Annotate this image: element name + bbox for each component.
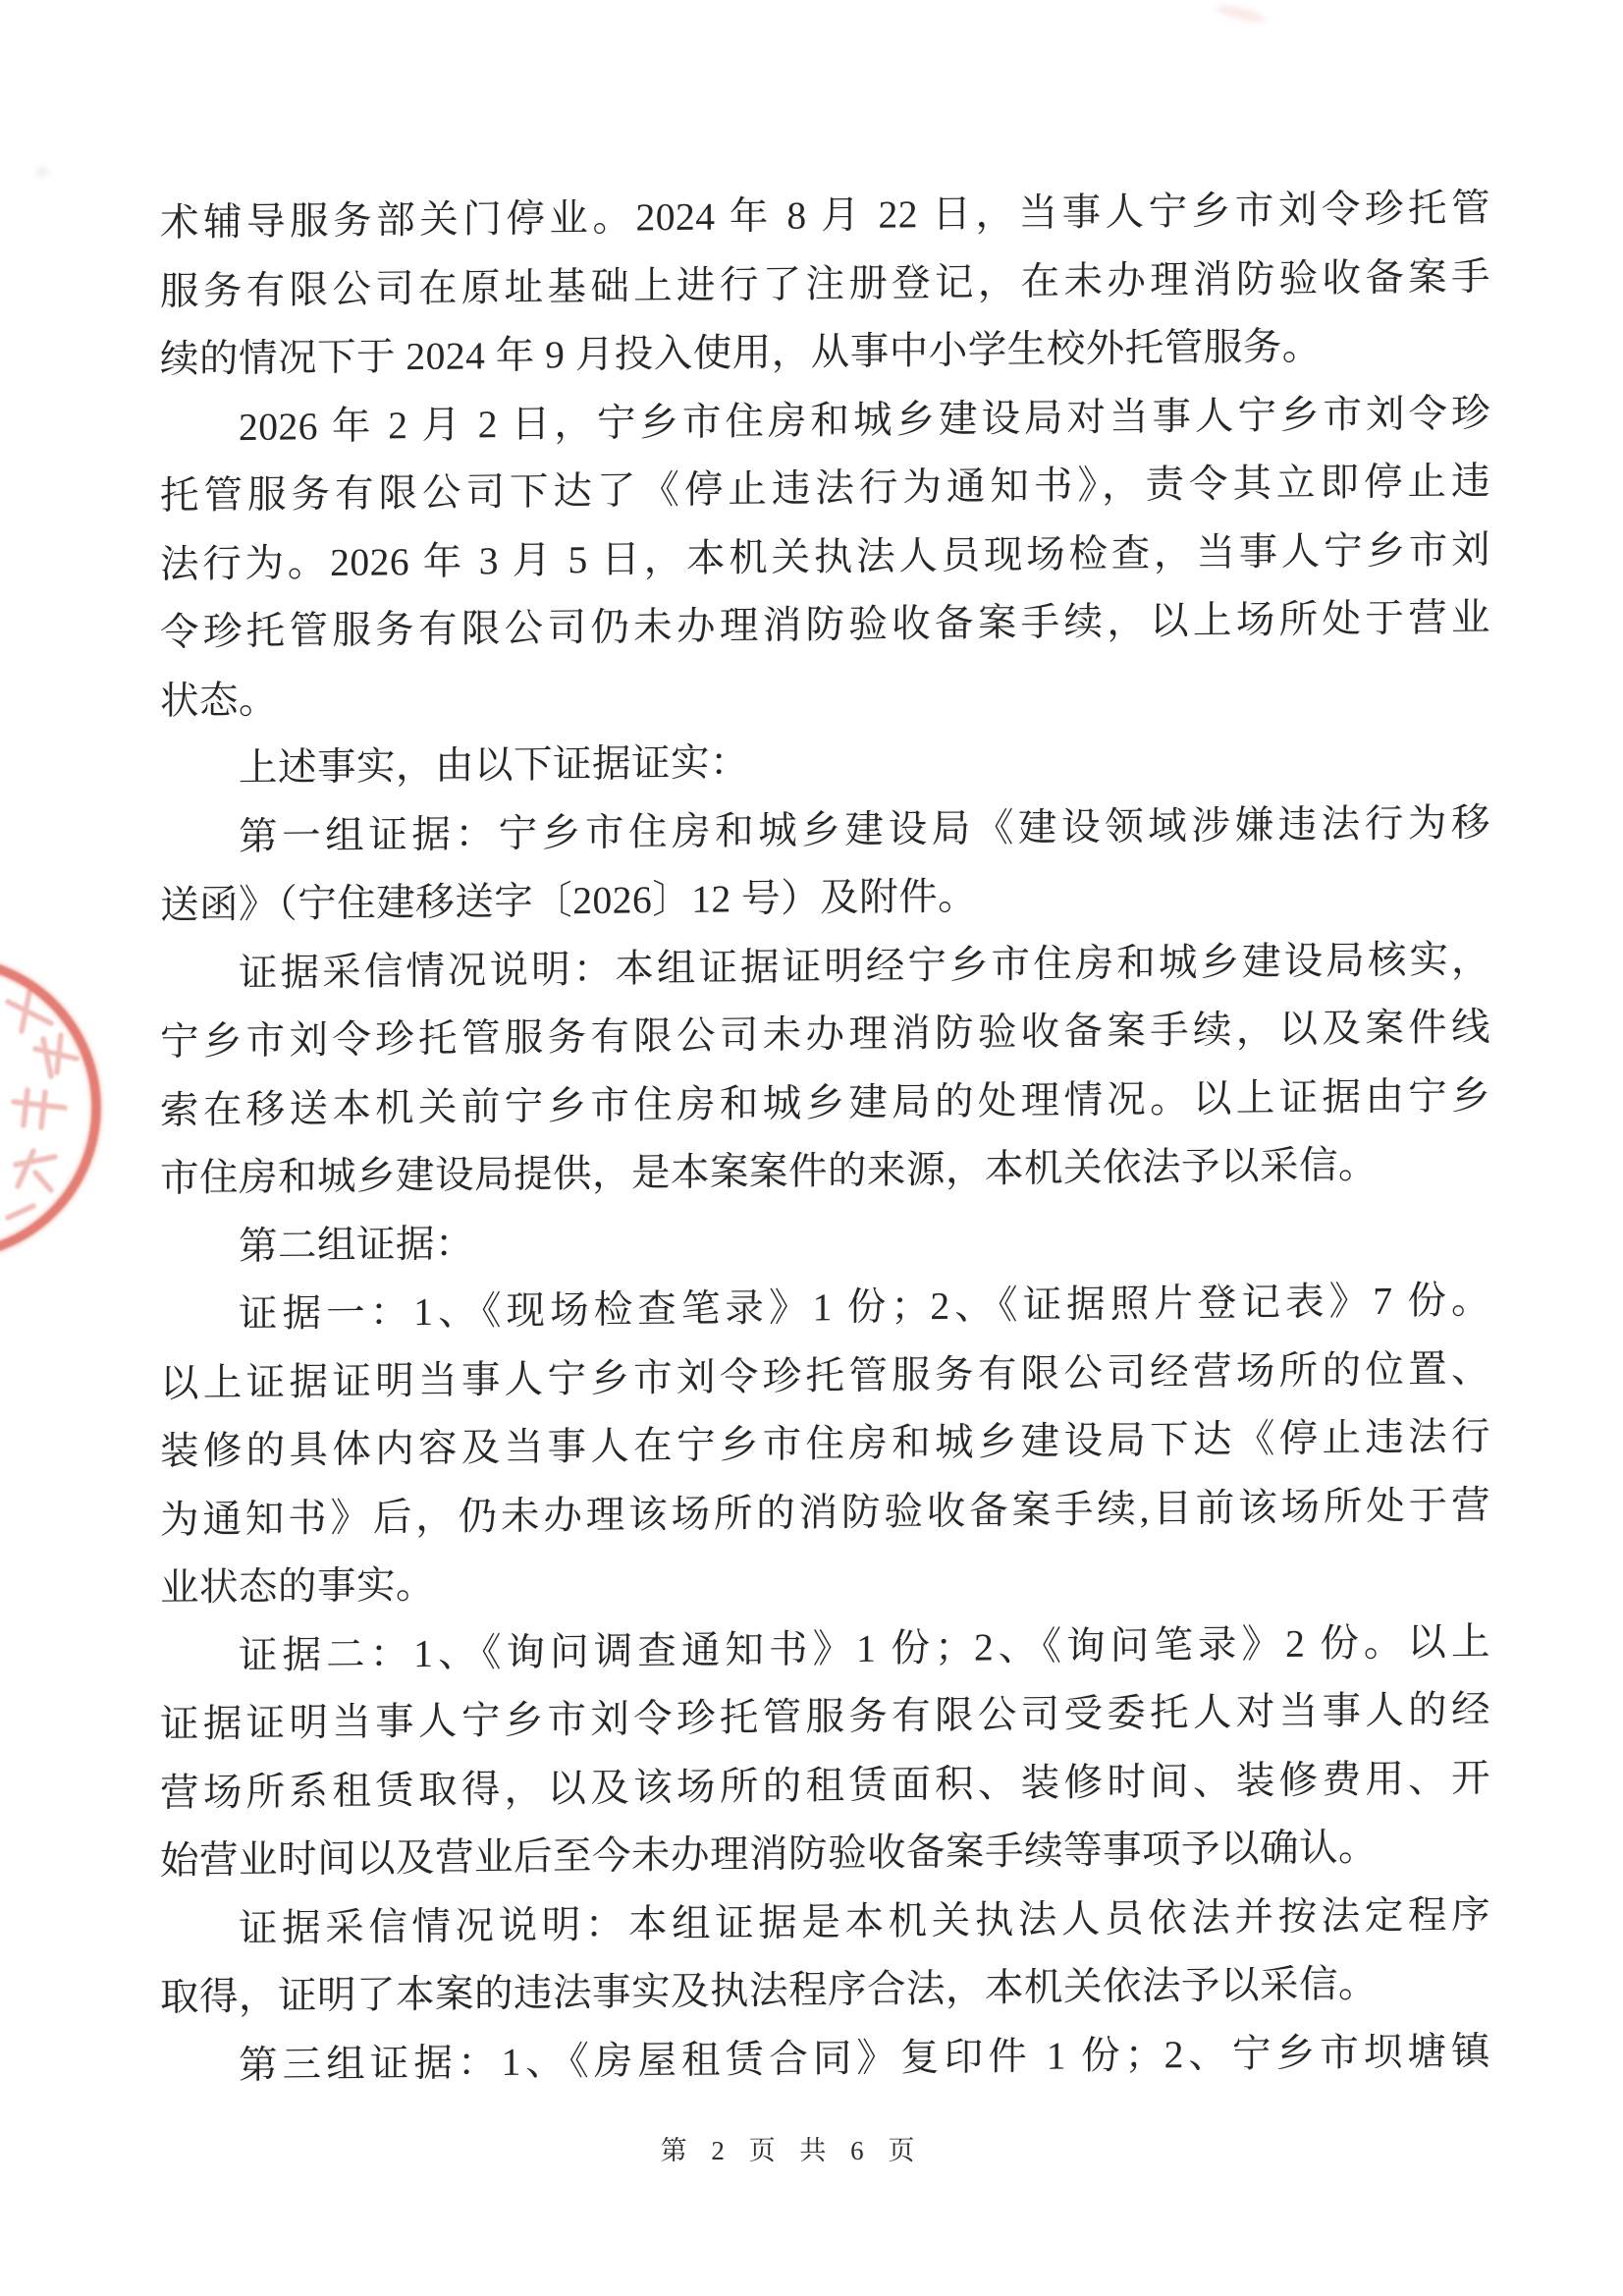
text-line: 证据一：1、《现场检查笔录》1 份；2、《证据照片登记表》7 份。: [239, 1278, 1490, 1337]
text-line: 以上证据证明当事人宁乡市刘令珍托管服务有限公司经营场所的位置、: [160, 1346, 1490, 1405]
seal-glyph-strokes: [8, 992, 77, 1218]
text-line: 上述事实，由以下证据证实：: [239, 740, 749, 791]
text-line: 第三组证据：1、《房屋租赁合同》复印件 1 份；2、宁乡市坝塘镇: [239, 2029, 1490, 2087]
text-line: 托管服务有限公司下达了《停止违法行为通知书》，责令其立即停止违: [160, 459, 1490, 518]
page-footer: 第 2 页 共 6 页: [660, 2136, 924, 2165]
seal-ring-halo: [0, 960, 96, 1255]
text-line: 续的情况下于 2024 年 9 月投入使用，从事中小学生校外托管服务。: [160, 324, 1322, 381]
text-line: 2026 年 2 月 2 日，宁乡市住房和城乡建设局对当事人宁乡市刘令珍: [239, 391, 1490, 449]
text-line: 业状态的事实。: [160, 1562, 435, 1610]
text-line: 索在移送本机关前宁乡市住房和城乡建局的处理情况。以上证据由宁乡: [160, 1073, 1490, 1132]
text-line: 营场所系租赁取得，以及该场所的租赁面积、装修时间、装修费用、开: [160, 1756, 1490, 1815]
text-line: 证据采信情况说明：本组证据证明经宁乡市住房和城乡建设局核实，: [239, 937, 1490, 995]
text-line: 证据证明当事人宁乡市刘令珍托管服务有限公司受委托人对当事人的经: [160, 1687, 1490, 1746]
text-line: 法行为。2026 年 3 月 5 日，本机关执法人员现场检查，当事人宁乡市刘: [160, 527, 1490, 586]
text-line: 状态。: [160, 678, 278, 723]
seal-ring: [0, 960, 96, 1255]
text-line: 宁乡市刘令珍托管服务有限公司未办理消防验收备案手续，以及案件线: [160, 1005, 1490, 1064]
text-line: 证据采信情况说明：本组证据是本机关执法人员依法并按法定程序: [239, 1892, 1490, 1950]
text-line: 为通知书》后，仍未办理该场所的消防验收备案手续,目前该场所处于营: [160, 1483, 1490, 1542]
text-line: 第二组证据：: [239, 1221, 474, 1268]
scan-artifact: [1215, 2, 1267, 26]
text-line: 送函》（宁住建移送字〔2026〕12 号）及附件。: [160, 874, 978, 927]
text-line: 始营业时间以及营业后至今未办理消防验收备案手续等事项予以确认。: [160, 1825, 1378, 1883]
text-line: 令珍托管服务有限公司仍未办理消防验收备案手续，以上场所处于营业: [160, 595, 1490, 654]
scan-artifact: [35, 167, 49, 177]
text-line: 服务有限公司在原址基础上进行了注册登记，在未办理消防验收备案手: [160, 254, 1490, 313]
document-body: [160, 175, 1490, 2101]
partial-red-seal-stamp: [0, 933, 128, 1286]
text-line: 装修的具体内容及当事人在宁乡市住房和城乡建设局下达《停止违法行: [160, 1414, 1490, 1473]
text-line: 第一组证据：宁乡市住房和城乡建设局《建设领域涉嫌违法行为移: [239, 800, 1490, 858]
text-line: 术辅导服务部关门停业。2024 年 8 月 22 日，当事人宁乡市刘令珍托管: [160, 186, 1490, 245]
text-line: 证据二：1、《询问调查通知书》1 份；2、《询问笔录》2 份。以上: [239, 1619, 1491, 1677]
text-line: 市住房和城乡建设局提供，是本案案件的来源，本机关依法予以采信。: [160, 1142, 1378, 1200]
text-line: 取得，证明了本案的违法事实及执法程序合法，本机关依法予以采信。: [160, 1961, 1378, 2019]
